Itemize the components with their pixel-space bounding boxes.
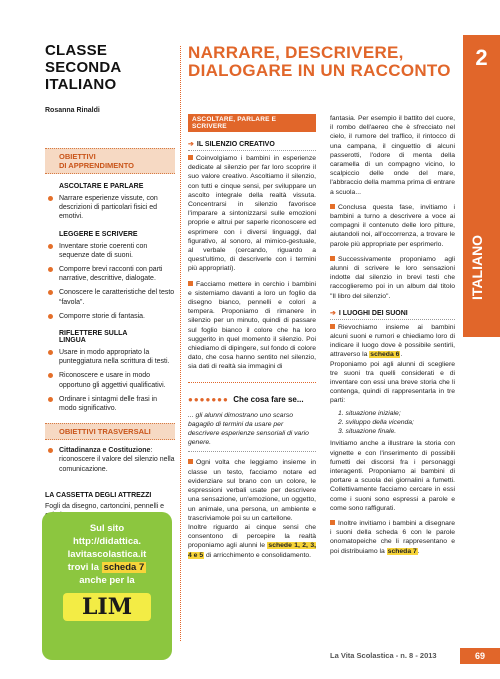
paragraph-text: Rievochiamo insieme ai bambini alcuni suoni e rumori e chiediamo loro di indicare il luogo dove è possibile sentirli, attraverso la: [330, 323, 455, 359]
class-line-2: ITALIANO: [45, 76, 117, 93]
paragraph: [330, 255, 455, 301]
toolbox-text: Fogli da disegno, cartoncini, pennelli e: [45, 502, 165, 510]
square-bullet-icon: [330, 520, 335, 525]
page-title: [188, 44, 458, 80]
objectives-heading: [45, 148, 175, 174]
square-bullet-icon: [188, 155, 193, 160]
paragraph-text: Coinvolgiamo i bambini in esperienze dedicate al silenzio per far loro scoprire il suo valore creativo. Ascoltiamo il silenzio, con tutti e cinque sensi, per sviluppare un ascolto integrale della realtà vissuta. Concentrarsi in silenzio favorisce l'imparare a sintonizzarsi sulle emozioni proprie e altrui per saperle riconoscere ed esprimere con i diversi linguaggi, dal figurativo, al sonoro, al mimico-gestuale, al verbale (cercando, riguardo a quest'ultimo, di descriverle con i termini più appropriati).: [188, 155, 316, 273]
objectives-heading-2: DI APPRENDIMENTO: [59, 161, 135, 170]
transversal-text: : riconoscere il valore del silenzio nella comunicazione.: [59, 447, 175, 473]
dots-decoration: ●●●●●●●: [188, 394, 229, 404]
subject-label: ITALIANO: [469, 234, 485, 300]
objective-item: Comporre brevi racconti con parti narrative, descrittive, dialogate.: [45, 265, 175, 283]
square-bullet-icon: [188, 281, 193, 286]
objective-item: Usare in modo appropriato la punteggiatura nella scrittura di testi.: [45, 348, 175, 366]
toolbox-title: LA CASSETTA DEGLI ATTREZZI: [45, 491, 152, 499]
what-if-title: Che cosa fare se...: [233, 394, 304, 404]
paragraph: [330, 323, 455, 360]
lim-line-4a: trovi la: [67, 562, 102, 573]
objectives-box: [45, 148, 175, 413]
subheading-silence-text: IL SILENZIO CREATIVO: [196, 141, 275, 148]
class-line-1: CLASSE SECONDA: [45, 42, 122, 76]
section-title: LEGGERE E SCRIVERE: [59, 230, 138, 238]
subheading-silence: [188, 140, 316, 151]
lim-logo: LIM: [63, 593, 151, 621]
right-column: [330, 114, 455, 556]
step-list: [338, 409, 455, 437]
lim-line-5: anche per la: [79, 575, 135, 586]
what-if-text: ... gli alunni dimostrano uno scarso bagaglio di termini da usare per descrivere esperienze sensoriali di vario genere.: [188, 411, 316, 453]
paragraph: [188, 523, 316, 560]
page-title-line-2: DIALOGARE IN UN RACCONTO: [188, 61, 451, 80]
paragraph: Invitiamo anche a illustrare la storia con vignette e con l'inserimento di possibili fumetti dei discorsi fra i personaggi interagenti. Proponiamo ai bambini di portare a scuola dei giornalini a fumetti. Collettivamente facciamo cercare in essi come i suoni sono espressi a parole e come sono raffigurati.: [330, 440, 455, 512]
paragraph-text: Inoltre riguardo ai cinque sensi che consentono di percepire la realtà proponiamo agli alunni le: [188, 523, 316, 550]
column-divider: [180, 46, 181, 641]
arrow-icon: ➔: [330, 309, 336, 317]
schede-highlight: schede 1, 2, 3, 4 e 5: [188, 542, 316, 559]
paragraph-text: .: [417, 547, 420, 555]
paragraph-text: Inoltre invitiamo i bambini a disegnare i suoni della scheda 6 con le parole onomatopeiche che li rappresentano e poi distribuiamo la: [330, 519, 455, 555]
paragraph-text: Conclusa questa fase, invitiamo i bambini a turno a descrivere a voce ai compagni il contenuto delle loro pitture, aiutandoli noi, all'occorrenza, a trovare le parole più appropriate per esprimerlo.: [330, 203, 455, 248]
objectives-heading-1: OBIETTIVI: [59, 152, 96, 161]
transversal-bold: Cittadinanza e Costituzione: [59, 447, 151, 455]
paragraph: fantasia. Per esempio il battito del cuore, il rombo dell'aereo che è sfrecciato nel cielo, il rumore del traffico, il rintocco di una campana, il cinguettio di alcuni passerotti, l'odore di menta della caramella di un compagno vicino, lo scalpiccio delle onde del mare, l'abbraccio della mamma prima di entrare a scuola...: [330, 115, 455, 196]
magazine-footer: La Vita Scolastica - n. 8 - 2013: [330, 651, 437, 660]
square-bullet-icon: [330, 324, 335, 329]
lim-line-2: http://didattica.: [72, 536, 142, 547]
paragraph-text: .: [400, 351, 403, 359]
paragraph: [330, 519, 455, 556]
arrow-icon: ➔: [188, 141, 194, 148]
lim-line-4: [42, 561, 172, 574]
class-title: [45, 42, 175, 93]
section-title: RIFLETTERE SULLA LINGUA: [59, 330, 128, 345]
step-item: 3. situazione finale.: [338, 428, 397, 436]
paragraph: [330, 203, 455, 249]
transversal-item: [45, 446, 175, 474]
scheda-7-highlight: scheda 7: [387, 547, 417, 555]
square-bullet-icon: [330, 204, 335, 209]
transversal-heading: OBIETTIVI TRASVERSALI: [45, 423, 175, 440]
paragraph-text: di arricchimento e consolidamento.: [204, 551, 312, 559]
objective-item: Comporre storie di fantasia.: [45, 312, 175, 321]
objective-item: Conoscere le caratteristiche del testo “favola”.: [45, 288, 175, 306]
lim-line-1: Sul sito: [89, 523, 125, 534]
subheading-places-text: I LUOGHI DEI SUONI: [338, 309, 408, 317]
paragraph-text: Successivamente proponiamo agli alunni di scrivere le loro sensazioni indotte dal silenzio in brevi testi che raccoglieremo poi in un album dal titolo "Il libro del silenzio".: [330, 255, 455, 300]
author: Rosanna Rinaldi: [45, 107, 100, 114]
objective-item: Narrare esperienze vissute, con descrizioni di particolari fisici ed emotivi.: [45, 194, 175, 222]
paragraph-text: Facciamo mettere in cerchio i bambini e sistemiamo davanti a loro un foglio da disegno bianco, pennelli e colori a tempera. Proponiamo di rimanere in silenzio per un minuto, quindi di passare sul foglio bianco il colore che ha loro suggerito in quel momento il silenzio. Poi chiediamo di dipingere, sul fondo di colore dato, che cosa hanno sentito nel silenzio, sia dati di realtà sia immagini di: [188, 280, 316, 371]
section-band: ASCOLTARE, PARLARE E SCRIVERE: [188, 114, 316, 132]
step-item: 1. situazione iniziale;: [338, 409, 401, 417]
paragraph: [188, 458, 316, 522]
page-title-line-1: NARRARE, DESCRIVERE,: [188, 43, 404, 62]
subheading-places: [330, 309, 455, 320]
scheda-6-highlight: scheda 6: [370, 351, 400, 359]
lim-scheda-7: scheda 7: [103, 562, 145, 573]
middle-column: [188, 114, 316, 560]
objective-item: Ordinare i sintagmi delle frasi in modo significativo.: [45, 395, 175, 413]
square-bullet-icon: [188, 459, 193, 464]
chapter-side-tab: [463, 35, 500, 337]
chapter-number: 2: [475, 45, 488, 70]
paragraph: Proponiamo poi agli alunni di scegliere tre suoni tra quelli considerati e di inventare con essi una breve storia che li contenga, quindi di rappresentarla in tre parti:: [330, 360, 455, 405]
paragraph: [188, 154, 316, 274]
left-column: [45, 42, 175, 520]
section-title: ASCOLTARE E PARLARE: [59, 183, 144, 190]
paragraph-text: Ogni volta che leggiamo insieme in classe un testo, facciamo notare ed evidenziare sul brano con un colore, le espressioni verbali usate per descrivere una sensazione, un'emozione, un oggetto, un animale, una persona, un ambiente e trascriviamole poi su un cartellone.: [188, 459, 316, 522]
page-number: 69: [460, 648, 500, 664]
lim-line-3: lavitascolastica.it: [67, 549, 147, 560]
paragraph: [188, 280, 316, 372]
square-bullet-icon: [330, 256, 335, 261]
step-item: 2. sviluppo della vicenda;: [338, 418, 414, 426]
objective-item: Riconoscere e usare in modo opportuno gli aggettivi qualificativi.: [45, 371, 175, 389]
what-if-box: [188, 382, 316, 453]
lim-promo-box[interactable]: [42, 512, 172, 660]
objective-item: Inventare storie coerenti con sequenze date di suoni.: [45, 242, 175, 260]
